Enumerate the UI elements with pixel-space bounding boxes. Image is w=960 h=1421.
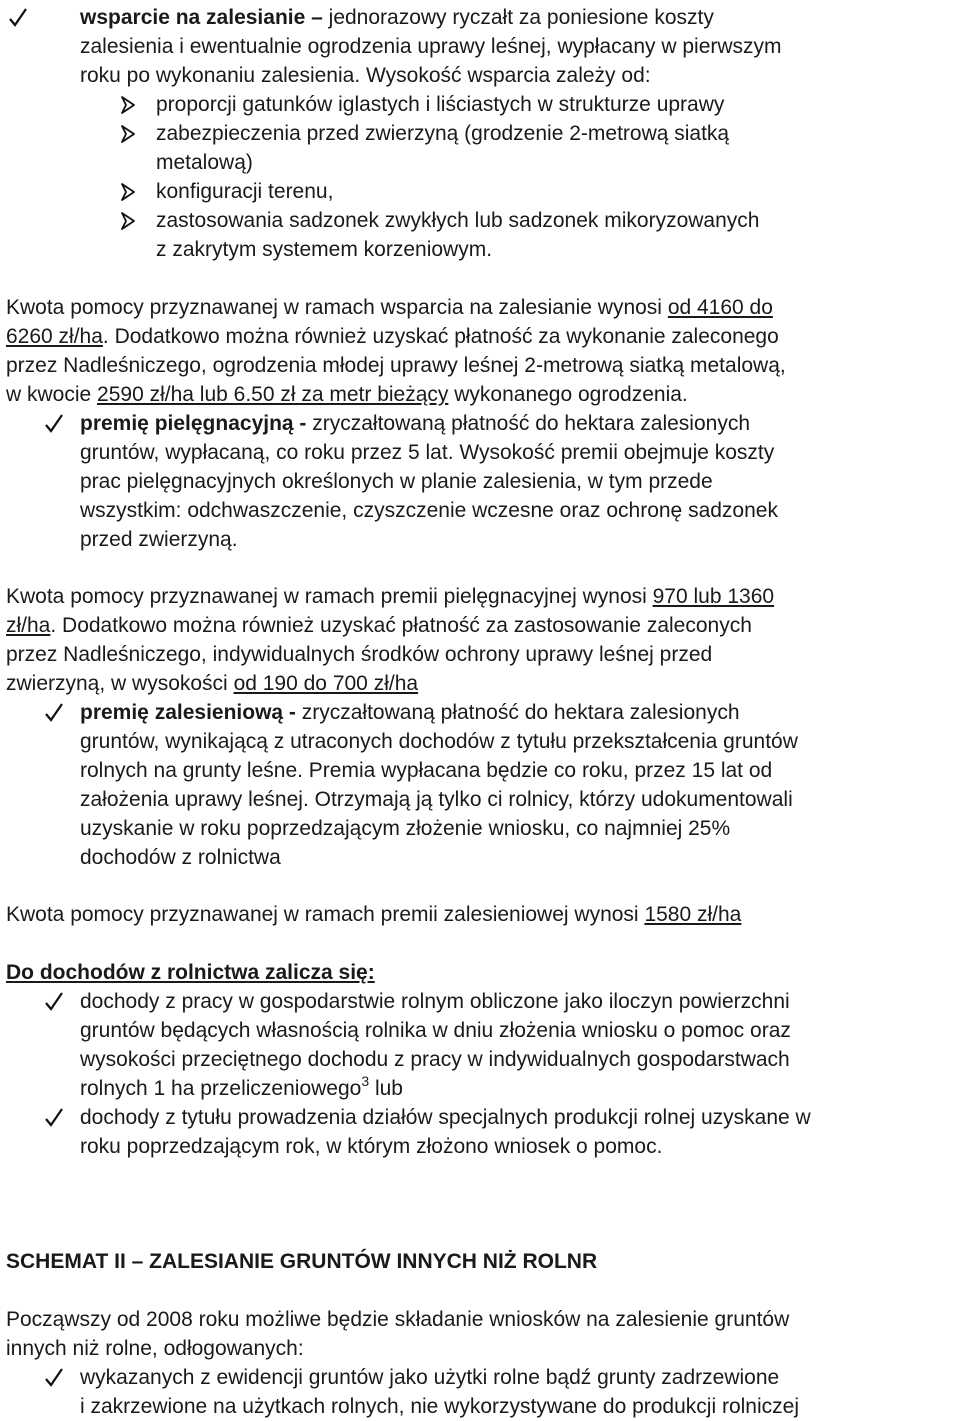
income-item2-line2: roku poprzedzającym rok, w którym złożono wniosek o pomoc. [80,1135,663,1158]
section3-line2: gruntów, wynikającą z utraconych dochodów z tytułu przekształcenia gruntów [80,730,798,753]
checkmark-icon [44,701,64,725]
section1-bullet-4-cont: z zakrytym systemem korzeniowym. [156,238,493,261]
para2-line1: Kwota pomocy przyznawanej w ramach premii pielęgnacyjnej wynosi 970 lub 1360 [6,585,775,608]
para1-line4: w kwocie 2590 zł/ha lub 6.50 zł za metr bieżący wykonanego ogrodzenia. [6,383,688,406]
para2-line4: zwierzyną, w wysokości od 190 do 700 zł/ha [6,672,419,695]
section1-line2: zalesienia i ewentualnie ogrodzenia uprawy leśnej, wypłacany w pierwszym [80,35,782,58]
section1-line3: roku po wykonaniu zalesienia. Wysokość wsparcia zależy od: [80,64,651,87]
section1-bullet-4: zastosowania sadzonek zwykłych lub sadzonek mikoryzowanych [156,209,760,232]
arrowhead-bullet-icon [120,211,136,231]
section2-line4: wszystkim: odchwaszczenie, czyszczenie wczesne oraz ochronę sadzonek [80,499,778,522]
para1-line3: przez Nadleśniczego, ogrodzenia młodej uprawy leśnej 2-metrową siatką metalową, [6,354,786,377]
section3-line6: dochodów z rolnictwa [80,846,281,869]
section1-bullet-2-cont: metalową) [156,151,253,174]
schema-heading: SCHEMAT II – ZALESIANIE GRUNTÓW INNYCH NIŻ ROLNR [6,1250,598,1273]
checkmark-icon [44,1366,64,1390]
section2-line5: przed zwierzyną. [80,528,238,551]
para2-line2: zł/ha. Dodatkowo można również uzyskać płatność za zastosowanie zaleconych [6,614,752,637]
section3-line3: rolnych na grunty leśne. Premia wypłacana będzie co roku, przez 15 lat od [80,759,773,782]
checkmark-icon [8,6,28,30]
section3-line5: uzyskanie w roku poprzedzającym złożenie wniosku, co najmniej 25% [80,817,731,840]
arrowhead-bullet-icon [120,182,136,202]
section3-line4: założenia uprawy leśnej. Otrzymają ją tylko ci rolnicy, którzy udokumentowali [80,788,793,811]
section2-line3: prac pielęgnacyjnych określonych w planie zalesienia, w tym przede [80,470,713,493]
section3-line1: premię zalesieniową - zryczałtowaną płatność do hektara zalesionych [80,701,740,724]
section1-bullet-2: zabezpieczenia przed zwierzyną (grodzenie 2-metrową siatką [156,122,730,145]
income-item1-line3: wysokości przeciętnego dochodu z pracy w indywidualnych gospodarstwach [80,1048,790,1071]
income-item2-line1: dochody z tytułu prowadzenia działów specjalnych produkcji rolnej uzyskane w [80,1106,811,1129]
section1-bullet-1: proporcji gatunków iglastych i liściastych w strukturze uprawy [156,93,725,116]
para2-line3: przez Nadleśniczego, indywidualnych środków ochrony uprawy leśnej przed [6,643,713,666]
income-item1-line4: rolnych 1 ha przeliczeniowego$^3$ lub [80,1073,403,1100]
para1-line1: Kwota pomocy przyznawanej w ramach wsparcia na zalesianie wynosi od 4160 do [6,296,773,319]
schema-bullet-line1: wykazanych z ewidencji gruntów jako użytki rolne bądź grunty zadrzewione [80,1366,780,1389]
checkmark-icon [44,1106,64,1130]
schema-para-line2: innych niż rolne, odłogowanych: [6,1337,304,1360]
income-heading: Do dochodów z rolnictwa zalicza się: [6,961,375,984]
section2-line1: premię pielęgnacyjną - zryczałtowaną płatność do hektara zalesionych [80,412,750,435]
schema-bullet-line2: i zakrzewione na użytkach rolnych, nie wykorzystywane do produkcji rolniczej [80,1395,799,1418]
section1-bullet-3: konfiguracji terenu, [156,180,334,203]
income-item1-line1: dochody z pracy w gospodarstwie rolnym obliczone jako iloczyn powierzchni [80,990,790,1013]
checkmark-icon [44,990,64,1014]
checkmark-icon [44,412,64,436]
section1-line1: wsparcie na zalesianie – jednorazowy ryczałt za poniesione koszty [80,6,714,29]
section2-line2: gruntów, wypłacaną, co roku przez 5 lat. Wysokość premii obejmuje koszty [80,441,775,464]
arrowhead-bullet-icon [120,124,136,144]
para3-line1: Kwota pomocy przyznawanej w ramach premii zalesieniowej wynosi 1580 zł/ha [6,903,742,926]
income-item1-line2: gruntów będących własnością rolnika w dniu złożenia wniosku o pomoc oraz [80,1019,791,1042]
arrowhead-bullet-icon [120,95,136,115]
schema-para-line1: Począwszy od 2008 roku możliwe będzie składanie wniosków na zalesienie gruntów [6,1308,790,1331]
para1-line2: 6260 zł/ha. Dodatkowo można również uzyskać płatność za wykonanie zaleconego [6,325,779,348]
